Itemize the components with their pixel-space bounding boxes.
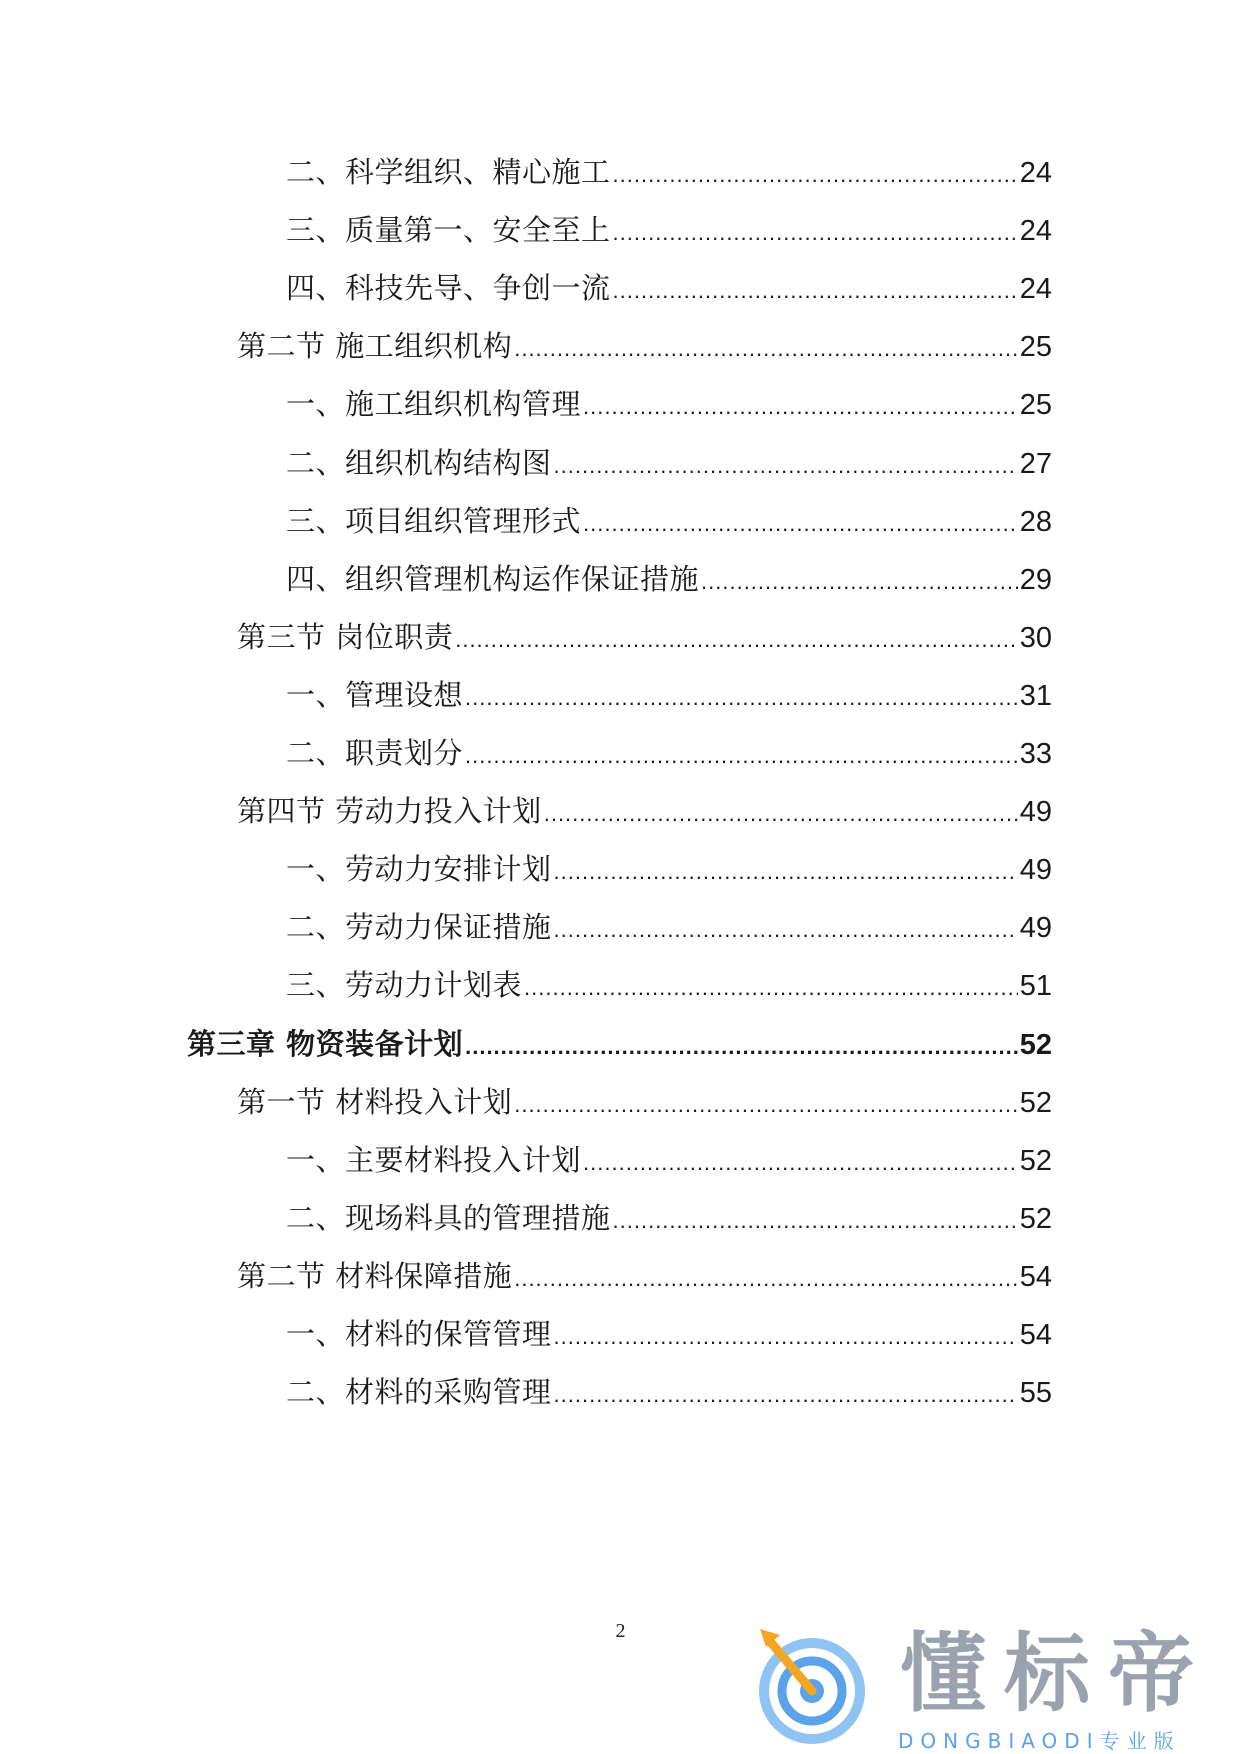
toc-dot-leader bbox=[554, 442, 1018, 490]
target-logo-icon bbox=[750, 1625, 880, 1745]
toc-entry-page: 52 bbox=[1019, 1203, 1052, 1235]
toc-entry-page: 52 bbox=[1019, 1145, 1052, 1177]
toc-dot-leader bbox=[514, 325, 1018, 373]
toc-entry-page: 51 bbox=[1019, 970, 1052, 1002]
toc-entry-page: 54 bbox=[1019, 1319, 1052, 1351]
toc-subsection-entry[interactable] bbox=[286, 845, 1052, 893]
toc-entry-label: 一、管理设想 bbox=[286, 678, 464, 712]
toc-entry-page: 52 bbox=[1019, 1087, 1052, 1119]
toc-dot-leader bbox=[613, 267, 1018, 315]
toc-subsection-entry[interactable] bbox=[286, 1368, 1052, 1416]
toc-entry-page: 25 bbox=[1019, 331, 1052, 363]
toc-chapter-entry[interactable] bbox=[187, 1020, 1052, 1068]
toc-dot-leader bbox=[554, 1313, 1018, 1361]
toc-entry-label: 二、职责划分 bbox=[286, 736, 464, 770]
toc-subsection-entry[interactable] bbox=[286, 264, 1052, 312]
toc-entry-page: 29 bbox=[1019, 564, 1052, 596]
toc-section-entry[interactable] bbox=[237, 322, 1052, 370]
toc-entry-page: 49 bbox=[1019, 912, 1052, 944]
toc-entry-label: 一、劳动力安排计划 bbox=[286, 852, 552, 886]
toc-dot-leader bbox=[583, 383, 1018, 431]
toc-subsection-entry[interactable] bbox=[286, 961, 1052, 1009]
toc-dot-leader bbox=[583, 1139, 1018, 1187]
toc-entry-page: 49 bbox=[1019, 854, 1052, 886]
toc-dot-leader bbox=[613, 209, 1018, 257]
toc-entry-page: 24 bbox=[1019, 157, 1052, 189]
toc-dot-leader bbox=[465, 1023, 1018, 1071]
toc-section-entry[interactable] bbox=[237, 1252, 1052, 1300]
toc-entry-page: 33 bbox=[1019, 738, 1052, 770]
toc-entry-page: 30 bbox=[1019, 622, 1052, 654]
toc-section-entry[interactable] bbox=[237, 787, 1052, 835]
toc-entry-label: 一、主要材料投入计划 bbox=[286, 1143, 582, 1177]
toc-entry-label: 一、施工组织机构管理 bbox=[286, 387, 582, 421]
watermark-subtitle: DONGBIAODI专业版 bbox=[898, 1729, 1181, 1753]
toc-section-entry[interactable] bbox=[237, 613, 1052, 661]
toc-dot-leader bbox=[514, 1081, 1018, 1129]
toc-dot-leader bbox=[583, 500, 1018, 548]
toc-dot-leader bbox=[701, 558, 1018, 606]
toc-entry-label: 第二节 材料保障措施 bbox=[237, 1259, 513, 1293]
watermark bbox=[740, 1624, 1220, 1753]
toc-entry-label: 第二节 施工组织机构 bbox=[237, 329, 513, 363]
toc-dot-leader bbox=[554, 1371, 1018, 1419]
toc-dot-leader bbox=[465, 674, 1018, 722]
toc-entry-page: 49 bbox=[1019, 796, 1052, 828]
toc-entry-label: 三、劳动力计划表 bbox=[286, 968, 523, 1002]
toc-entry-label: 二、科学组织、精心施工 bbox=[286, 155, 611, 189]
toc-entry-label: 第三章 物资装备计划 bbox=[187, 1027, 464, 1061]
watermark-brand: 懂标帝 bbox=[900, 1624, 1212, 1724]
toc-subsection-entry[interactable] bbox=[286, 903, 1052, 951]
toc-subsection-entry[interactable] bbox=[286, 555, 1052, 603]
toc-subsection-entry[interactable] bbox=[286, 380, 1052, 428]
toc-dot-leader bbox=[524, 964, 1018, 1012]
toc-dot-leader bbox=[613, 151, 1018, 199]
toc-dot-leader bbox=[455, 616, 1018, 664]
toc-entry-page: 28 bbox=[1019, 506, 1052, 538]
toc-section-entry[interactable] bbox=[237, 1078, 1052, 1126]
toc-entry-page: 54 bbox=[1019, 1261, 1052, 1293]
toc-entry-page: 55 bbox=[1019, 1377, 1052, 1409]
toc-entry-page: 31 bbox=[1019, 680, 1052, 712]
toc-subsection-entry[interactable] bbox=[286, 148, 1052, 196]
toc-dot-leader bbox=[465, 732, 1018, 780]
toc-entry-page: 52 bbox=[1019, 1029, 1052, 1061]
toc-entry-label: 第四节 劳动力投入计划 bbox=[237, 794, 542, 828]
toc-subsection-entry[interactable] bbox=[286, 439, 1052, 487]
toc-dot-leader bbox=[613, 1197, 1018, 1245]
toc-dot-leader bbox=[554, 848, 1018, 896]
toc-entry-label: 二、组织机构结构图 bbox=[286, 446, 552, 480]
page-number: 2 bbox=[615, 1620, 626, 1642]
toc-entry-page: 24 bbox=[1019, 273, 1052, 305]
toc-dot-leader bbox=[554, 906, 1018, 954]
toc-dot-leader bbox=[514, 1255, 1018, 1303]
toc-entry-label: 第三节 岗位职责 bbox=[237, 620, 454, 654]
toc-entry-label: 三、质量第一、安全至上 bbox=[286, 213, 611, 247]
toc-subsection-entry[interactable] bbox=[286, 1136, 1052, 1184]
toc-entry-label: 二、材料的采购管理 bbox=[286, 1375, 552, 1409]
toc-entry-label: 二、劳动力保证措施 bbox=[286, 910, 552, 944]
toc-subsection-entry[interactable] bbox=[286, 1310, 1052, 1358]
toc-entry-page: 27 bbox=[1019, 448, 1052, 480]
toc-subsection-entry[interactable] bbox=[286, 1194, 1052, 1242]
toc-entry-page: 24 bbox=[1019, 215, 1052, 247]
toc-subsection-entry[interactable] bbox=[286, 497, 1052, 545]
toc-entry-label: 四、科技先导、争创一流 bbox=[286, 271, 611, 305]
toc-dot-leader bbox=[544, 790, 1018, 838]
toc-entry-label: 三、项目组织管理形式 bbox=[286, 504, 582, 538]
toc-entry-label: 二、现场料具的管理措施 bbox=[286, 1201, 611, 1235]
toc-subsection-entry[interactable] bbox=[286, 671, 1052, 719]
toc-entry-label: 第一节 材料投入计划 bbox=[237, 1085, 513, 1119]
toc-subsection-entry[interactable] bbox=[286, 206, 1052, 254]
toc-subsection-entry[interactable] bbox=[286, 729, 1052, 777]
toc-entry-label: 一、材料的保管管理 bbox=[286, 1317, 552, 1351]
toc-entry-label: 四、组织管理机构运作保证措施 bbox=[286, 562, 700, 596]
toc-entry-page: 25 bbox=[1019, 389, 1052, 421]
